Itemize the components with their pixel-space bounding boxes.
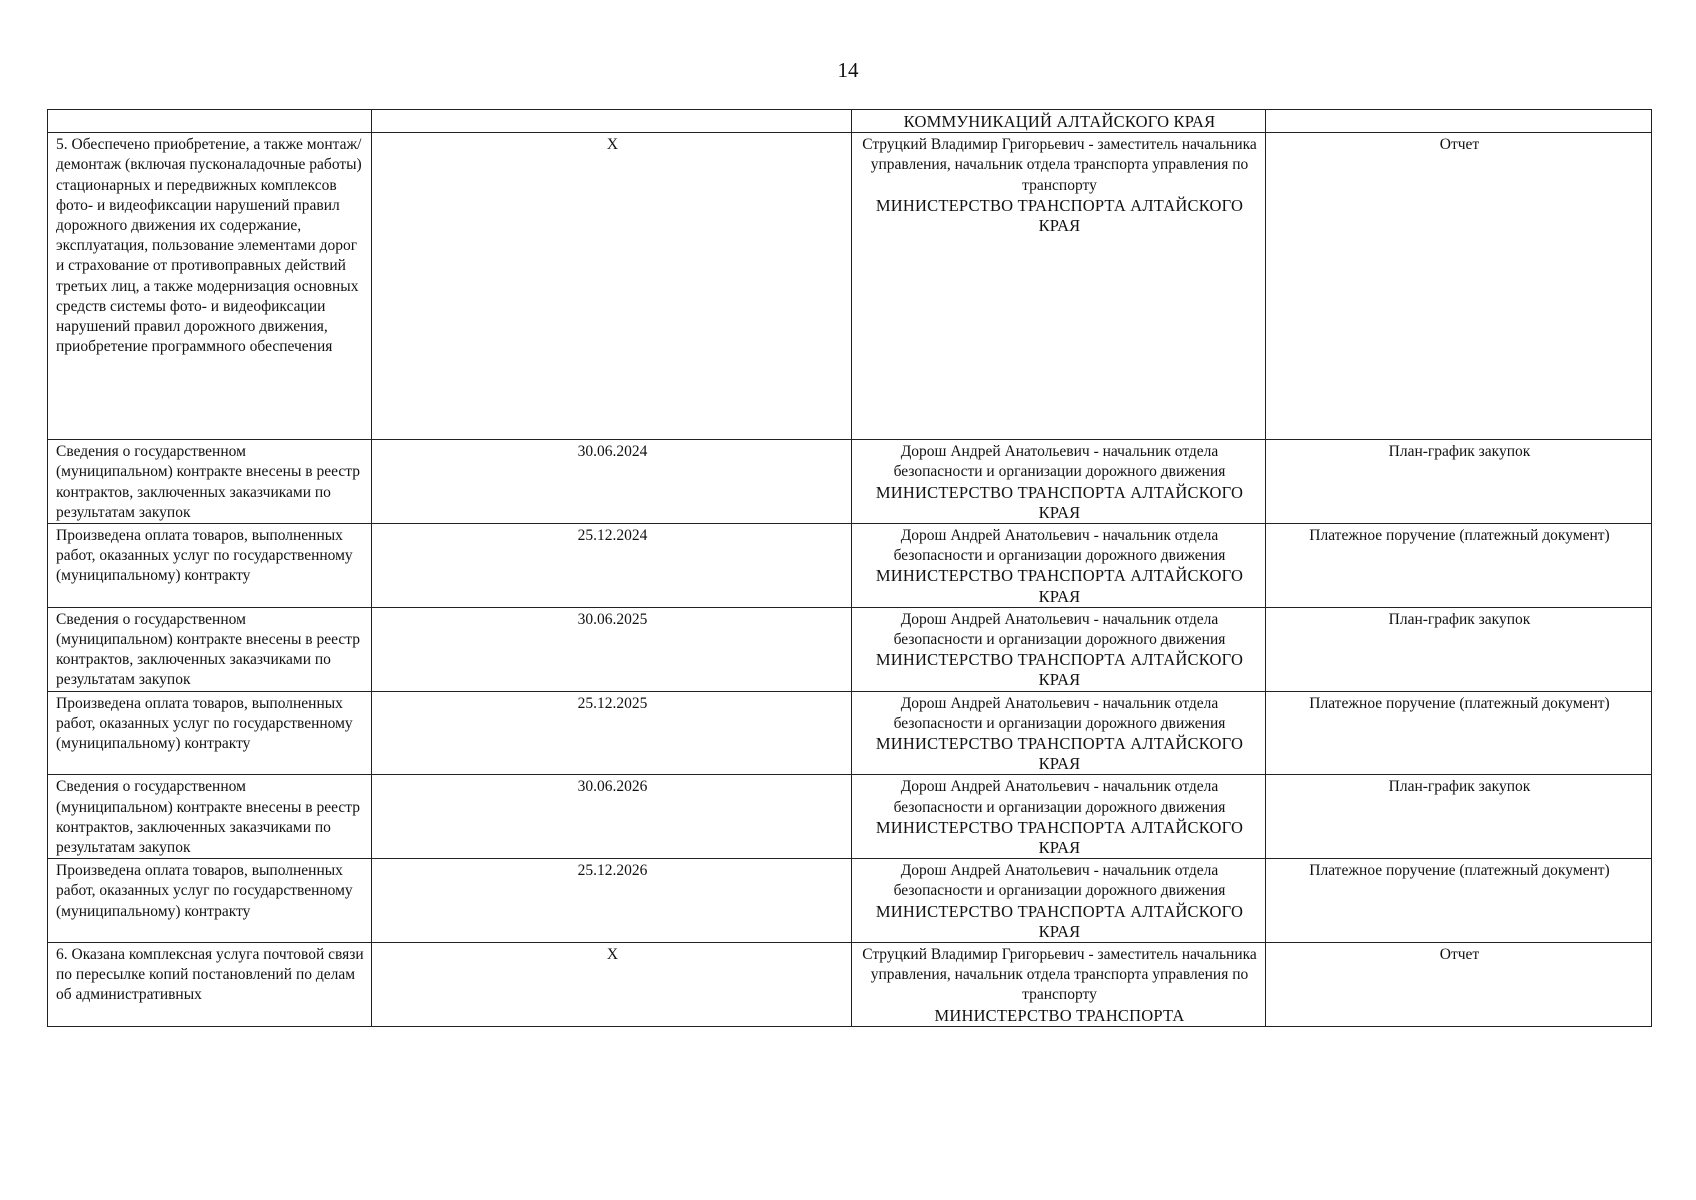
name-cell: 5. Обеспечено приобретение, а также монтаж/демонтаж (включая пусконаладочные работы) стационарных и передвижных комплексов фото- и видеофиксации нарушений правил дорожного движения их содержание, эксплуатация, пользование элементами дорог и страхование от противоправных действий третьих лиц, а также модернизация основных средств системы фото- и видеофиксации нарушений правил дорожного движения, приобретение программного обеспечения [48, 133, 372, 440]
table-row [48, 133, 1652, 440]
responsible-org: МИНИСТЕРСТВО ТРАНСПОРТА АЛТАЙСКОГО КРАЯ [875, 901, 1244, 941]
table-row [48, 110, 1652, 133]
name-cell [48, 110, 372, 133]
table-row [48, 943, 1652, 1027]
responsible-cell [852, 133, 1266, 440]
responsible-cell [852, 859, 1266, 943]
responsible-cell [852, 524, 1266, 608]
responsible-cell [852, 440, 1266, 524]
date-cell: 30.06.2024 [372, 440, 852, 524]
document-cell: План-график закупок [1266, 775, 1652, 859]
name-cell: Произведена оплата товаров, выполненных работ, оказанных услуг по государственному (муниципальному) контракту [48, 691, 372, 775]
date-cell: X [372, 943, 852, 1027]
responsible-person: Дорош Андрей Анатольевич - начальник отдела безопасности и организации дорожного движения [893, 862, 1226, 900]
date-cell [372, 110, 852, 133]
name-cell: Сведения о государственном (муниципальном) контракте внесены в реестр контрактов, заключенных заказчиками по результатам закупок [48, 440, 372, 524]
responsible-org: КОММУНИКАЦИЙ АЛТАЙСКОГО КРАЯ [903, 112, 1216, 131]
responsible-person: Струцкий Владимир Григорьевич - заместитель начальника управления, начальник отдела транспорта управления по транспорту [862, 946, 1257, 1004]
responsible-org: МИНИСТЕРСТВО ТРАНСПОРТА АЛТАЙСКОГО КРАЯ [875, 734, 1244, 774]
document-cell: Платежное поручение (платежный документ) [1266, 859, 1652, 943]
date-cell: 25.12.2025 [372, 691, 852, 775]
name-cell: Произведена оплата товаров, выполненных работ, оказанных услуг по государственному (муниципальному) контракту [48, 859, 372, 943]
responsible-cell [852, 943, 1266, 1027]
table-row [48, 440, 1652, 524]
responsible-person: Дорош Андрей Анатольевич - начальник отдела безопасности и организации дорожного движения [893, 778, 1226, 816]
responsible-org: МИНИСТЕРСТВО ТРАНСПОРТА АЛТАЙСКОГО КРАЯ [875, 650, 1244, 690]
document-cell: План-график закупок [1266, 440, 1652, 524]
date-cell: 25.12.2026 [372, 859, 852, 943]
responsible-cell [852, 691, 1266, 775]
document-cell: Платежное поручение (платежный документ) [1266, 524, 1652, 608]
name-cell: Сведения о государственном (муниципальном) контракте внесены в реестр контрактов, заключенных заказчиками по результатам закупок [48, 775, 372, 859]
responsible-org: МИНИСТЕРСТВО ТРАНСПОРТА [934, 1005, 1185, 1025]
document-cell: План-график закупок [1266, 607, 1652, 691]
control-points-table [47, 109, 1652, 1027]
table-row [48, 691, 1652, 775]
responsible-person: Дорош Андрей Анатольевич - начальник отдела безопасности и организации дорожного движения [893, 527, 1226, 565]
date-cell: 25.12.2024 [372, 524, 852, 608]
responsible-person: Дорош Андрей Анатольевич - начальник отдела безопасности и организации дорожного движения [893, 610, 1226, 649]
responsible-cell [852, 775, 1266, 859]
responsible-org: МИНИСТЕРСТВО ТРАНСПОРТА АЛТАЙСКОГО КРАЯ [875, 195, 1244, 236]
table-row [48, 859, 1652, 943]
name-cell: Произведена оплата товаров, выполненных работ, оказанных услуг по государственному (муниципальному) контракту [48, 524, 372, 608]
document-cell: Отчет [1266, 133, 1652, 440]
name-cell: 6. Оказана комплексная услуга почтовой связи по пересылке копий постановлений по делам об административных [48, 943, 372, 1027]
table-row [48, 775, 1652, 859]
responsible-person: Дорош Андрей Анатольевич - начальник отдела безопасности и организации дорожного движения [893, 443, 1226, 481]
date-cell: X [372, 133, 852, 440]
responsible-person: Струцкий Владимир Григорьевич - заместитель начальника управления, начальник отдела транспорта управления по транспорту [862, 136, 1257, 194]
table-row [48, 607, 1652, 691]
document-cell: Отчет [1266, 943, 1652, 1027]
table-row [48, 524, 1652, 608]
page-number: 14 [837, 58, 859, 82]
responsible-person: Дорош Андрей Анатольевич - начальник отдела безопасности и организации дорожного движения [893, 694, 1226, 732]
date-cell: 30.06.2026 [372, 775, 852, 859]
responsible-org: МИНИСТЕРСТВО ТРАНСПОРТА АЛТАЙСКОГО КРАЯ [875, 817, 1244, 858]
responsible-cell [852, 110, 1266, 133]
responsible-org: МИНИСТЕРСТВО ТРАНСПОРТА АЛТАЙСКОГО КРАЯ [875, 482, 1244, 522]
name-cell: Сведения о государственном (муниципальном) контракте внесены в реестр контрактов, заключенных заказчиками по результатам закупок [48, 607, 372, 691]
document-cell [1266, 110, 1652, 133]
responsible-cell [852, 607, 1266, 691]
responsible-org: МИНИСТЕРСТВО ТРАНСПОРТА АЛТАЙСКОГО КРАЯ [875, 566, 1244, 606]
date-cell: 30.06.2025 [372, 607, 852, 691]
document-cell: Платежное поручение (платежный документ) [1266, 691, 1652, 775]
